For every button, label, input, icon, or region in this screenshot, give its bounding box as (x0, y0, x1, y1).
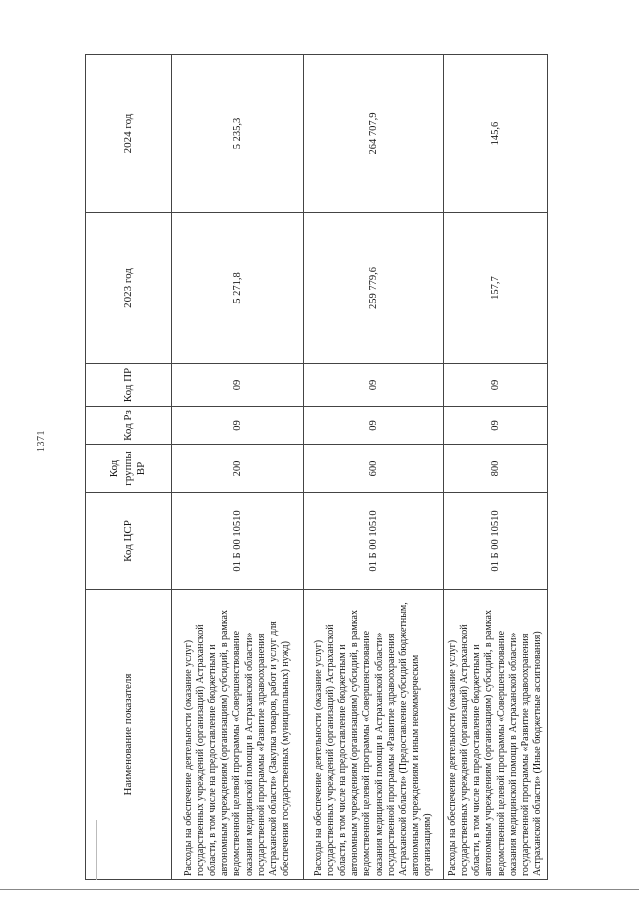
table-container (85, 55, 547, 880)
table-row (172, 55, 304, 880)
row-2024: 145,6 (444, 55, 548, 213)
row-pr: 09 (304, 364, 444, 407)
row-csr: 01 Б 00 10510 (304, 493, 444, 590)
row-name: Расходы на обеспечение деятельности (оказание услуг) государственных учреждений (организаций) Астраханской области, в том числе на предоставление бюджетным и автономным учреждениям (организациям) субсидий, в рамках ведомственной целевой программы «Совершенствование оказания медицинской помощи в Астраханской области» государственной программы «Развитие здравоохранения Астраханской области» (Иные бюджетные ассигнования) (444, 590, 548, 880)
table-row (444, 55, 548, 880)
row-name: Расходы на обеспечение деятельности (оказание услуг) государственных учреждений (организаций) Астраханской области, в том числе на предоставление бюджетным и автономным учреждениям (организациям) субсидий, в рамках ведомственной целевой программы «Совершенствование оказания медицинской помощи в Астраханской области» государственной программы «Развитие здравоохранения Астраханской области» (Закупка товаров, работ и услуг для обеспечения государственных (муниципальных) нужд) (172, 590, 304, 880)
header-2024: 2024 год (86, 55, 172, 213)
row-name: Расходы на обеспечение деятельности (оказание услуг) государственных учреждений (организаций) Астраханской области, в том числе на предоставление бюджетным и автономным учреждениям (организациям) субсидий, в рамках ведомственной целевой программы «Совершенствование оказания медицинской помощи в Астраханской области» государственной программы «Развитие здравоохранения Астраханской области» (Предоставление субсидий бюджетным, автономным учреждениям и иным некоммерческим организациям) (304, 590, 444, 880)
row-vr: 200 (172, 445, 304, 493)
row-pr: 09 (172, 364, 304, 407)
table-header-row (86, 55, 172, 880)
header-name: Наименование показателя (86, 590, 172, 880)
page-number: 1371 (36, 430, 47, 452)
margin-rule (96, 820, 97, 880)
row-rz: 09 (304, 407, 444, 445)
row-2023: 259 779,6 (304, 213, 444, 364)
header-vr: Код группы ВР (86, 445, 172, 493)
row-2024: 5 235,3 (172, 55, 304, 213)
row-2024: 264 707,9 (304, 55, 444, 213)
row-vr: 600 (304, 445, 444, 493)
row-vr: 800 (444, 445, 548, 493)
row-csr: 01 Б 00 10510 (444, 493, 548, 590)
scan-edge-line (0, 889, 639, 890)
header-rz: Код Рз (86, 407, 172, 445)
header-2023: 2023 год (86, 213, 172, 364)
header-pr: Код ПР (86, 364, 172, 407)
row-2023: 157,7 (444, 213, 548, 364)
budget-table (85, 54, 548, 880)
table-row (304, 55, 444, 880)
row-pr: 09 (444, 364, 548, 407)
row-rz: 09 (444, 407, 548, 445)
row-csr: 01 Б 00 10510 (172, 493, 304, 590)
row-rz: 09 (172, 407, 304, 445)
header-csr: Код ЦСР (86, 493, 172, 590)
row-2023: 5 271,8 (172, 213, 304, 364)
